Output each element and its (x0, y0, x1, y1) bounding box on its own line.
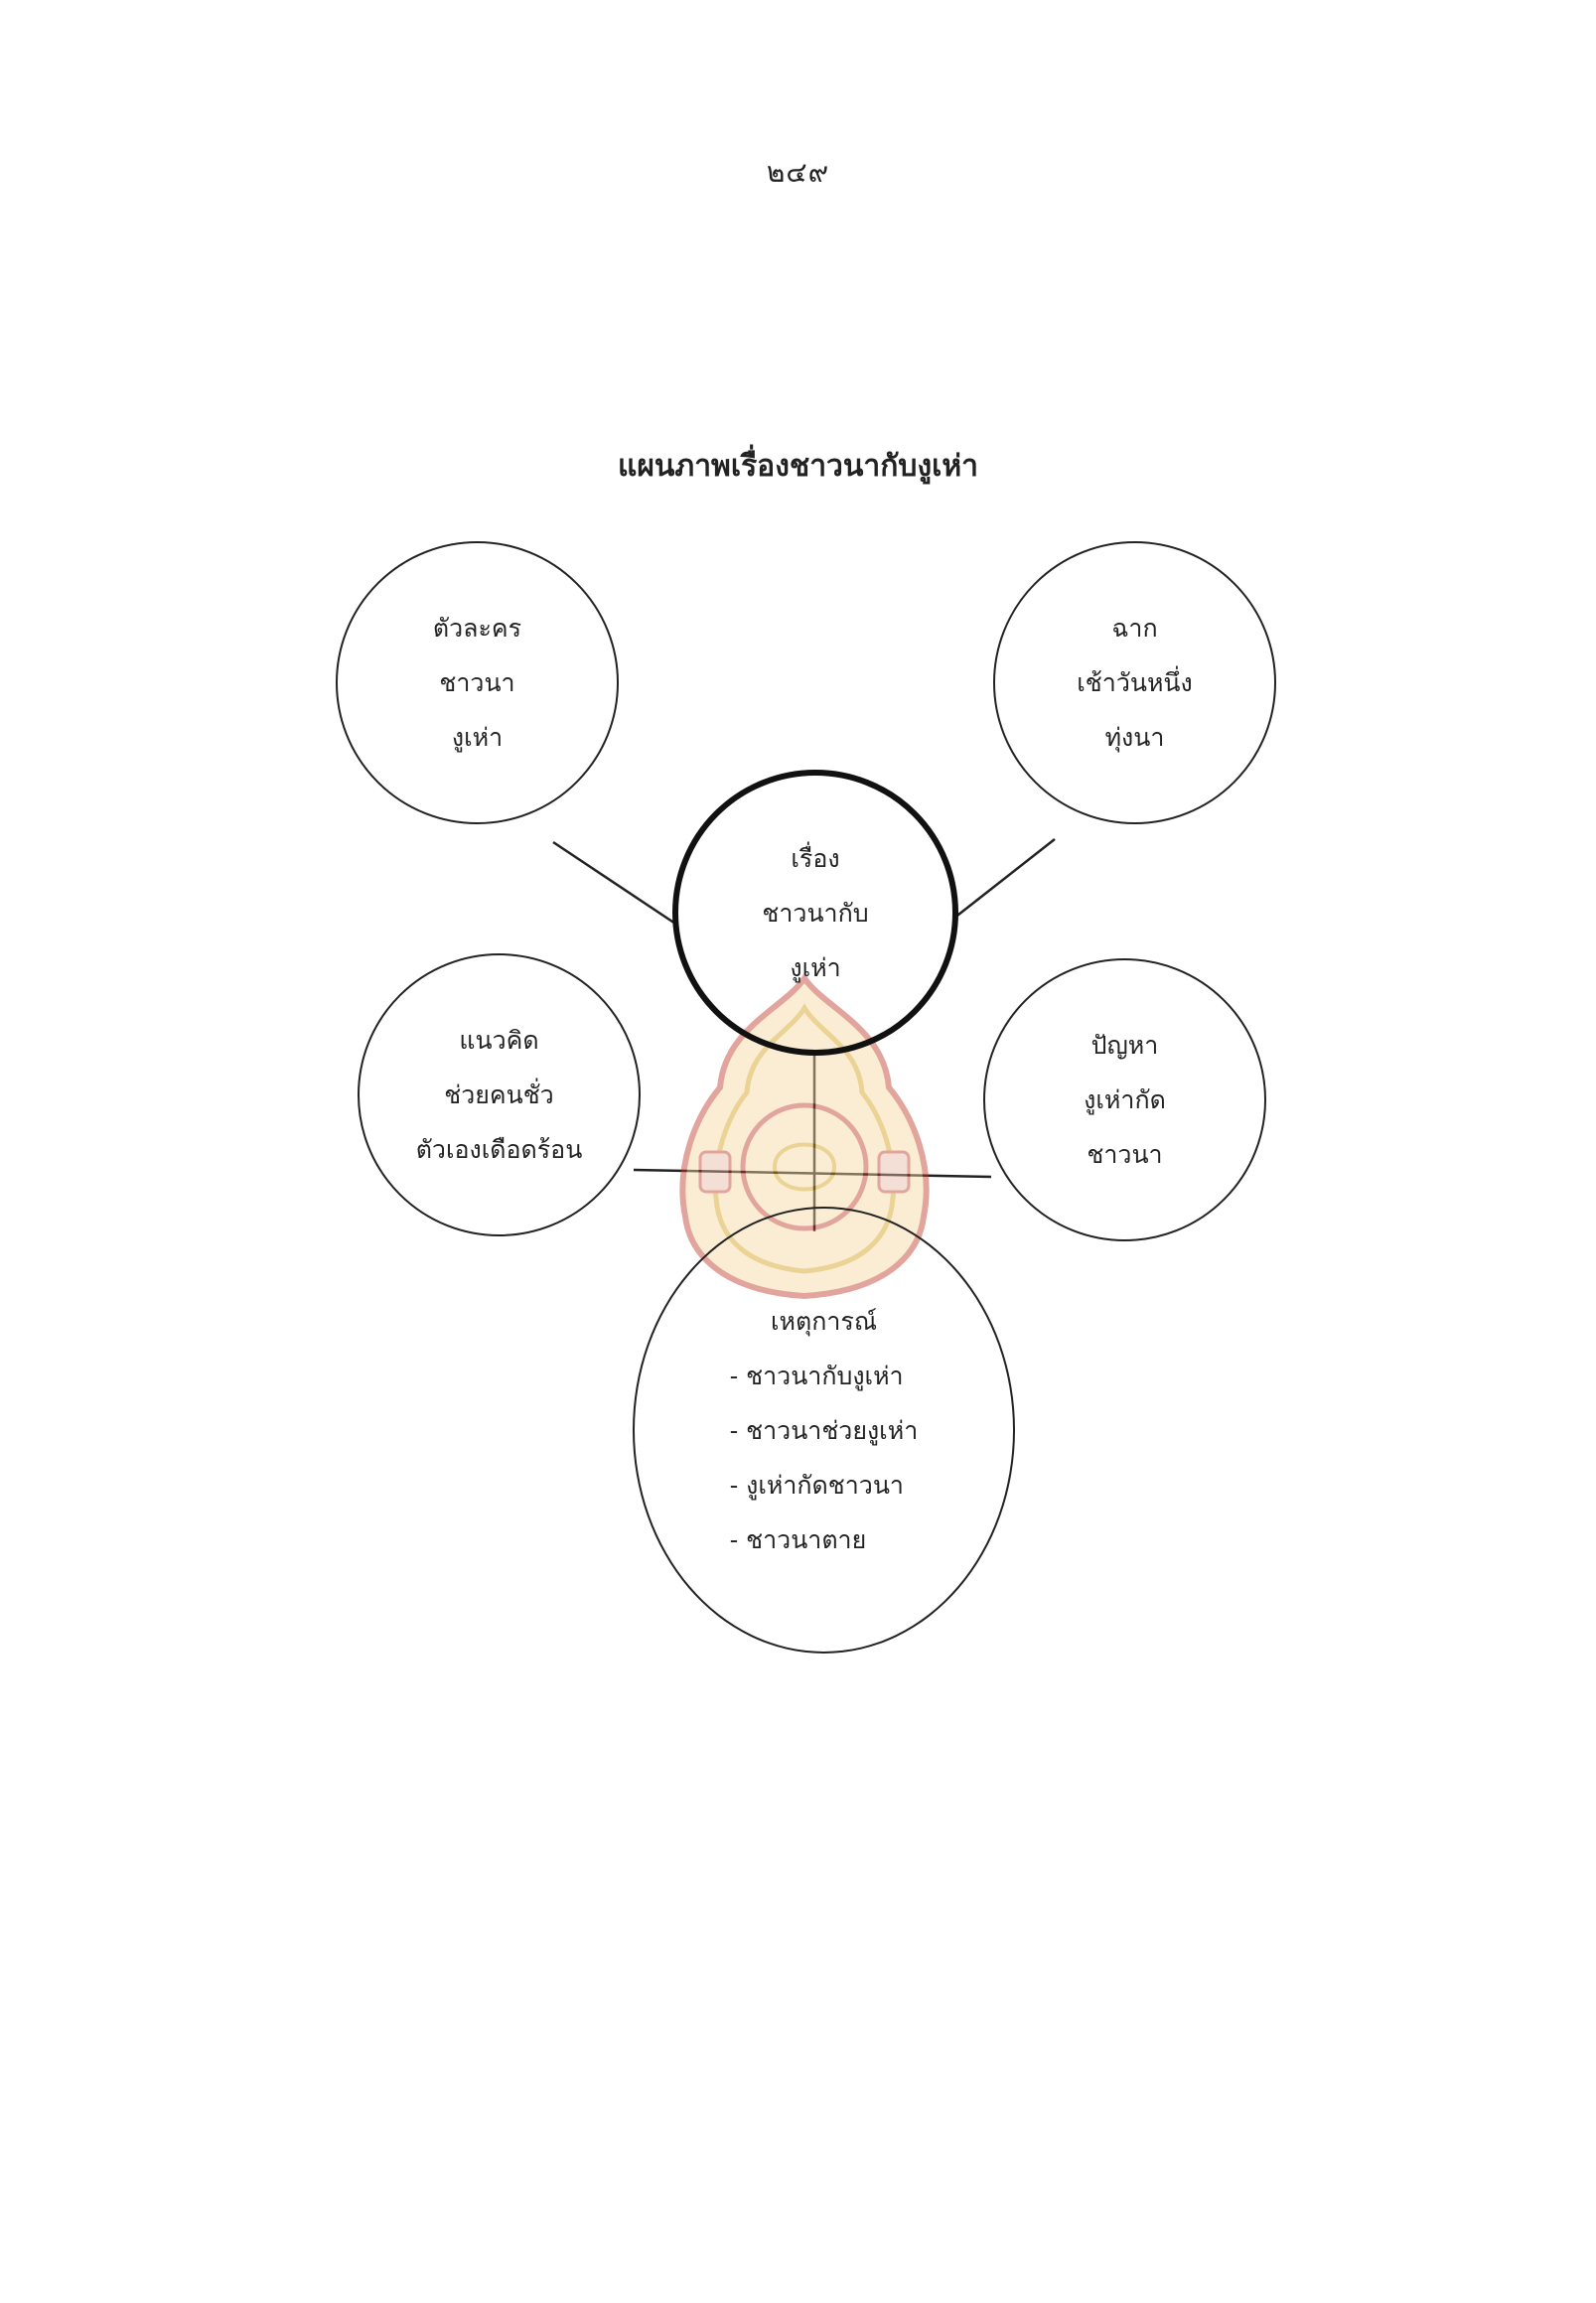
page-number: ๒๔๙ (766, 156, 830, 189)
center-title-line-2: งูเห่า (790, 952, 841, 982)
problem-heading: ปัญหา (1090, 1031, 1159, 1060)
concept-heading: แนวคิด (459, 1026, 539, 1055)
concept-line-2: ตัวเองเดือดร้อน (415, 1135, 583, 1164)
center-heading: เรื่อง (791, 843, 840, 873)
event-item: - ชาวนาตาย (729, 1524, 867, 1554)
center-title-line-1: ชาวนากับ (762, 898, 869, 928)
event-item: - ชาวนากับงูเห่า (729, 1361, 904, 1390)
setting-time: เช้าวันหนึ่ง (1077, 668, 1193, 697)
concept-line-1: ช่วยคนชั่ว (444, 1080, 554, 1109)
events-list (730, 1294, 919, 1567)
characters-node (336, 541, 619, 824)
event-item: - งูเห่ากัดชาวนา (729, 1470, 904, 1500)
problem-line-1: งูเห่ากัด (1084, 1085, 1166, 1114)
diagram-title: แผนภาพเรื่องชาวนากับงูเห่า (618, 449, 978, 484)
problem-node (983, 958, 1266, 1241)
story-center-node (672, 770, 958, 1056)
connector-characters (553, 842, 675, 924)
connector-horizontal (634, 1170, 991, 1177)
setting-heading: ฉาก (1111, 614, 1158, 643)
characters-item-cobra: งูเห่า (451, 723, 504, 752)
setting-node (993, 541, 1276, 824)
problem-line-2: ชาวนา (1087, 1140, 1163, 1169)
concept-node (358, 953, 641, 1236)
event-item: - ชาวนาช่วยงูเห่า (729, 1415, 919, 1445)
setting-place: ทุ่งนา (1104, 723, 1165, 752)
events-heading: เหตุการณ์ (770, 1306, 878, 1336)
characters-item-farmer: ชาวนา (439, 668, 515, 697)
events-node (633, 1207, 1015, 1654)
connector-setting (953, 839, 1055, 919)
characters-heading: ตัวละคร (432, 614, 522, 643)
